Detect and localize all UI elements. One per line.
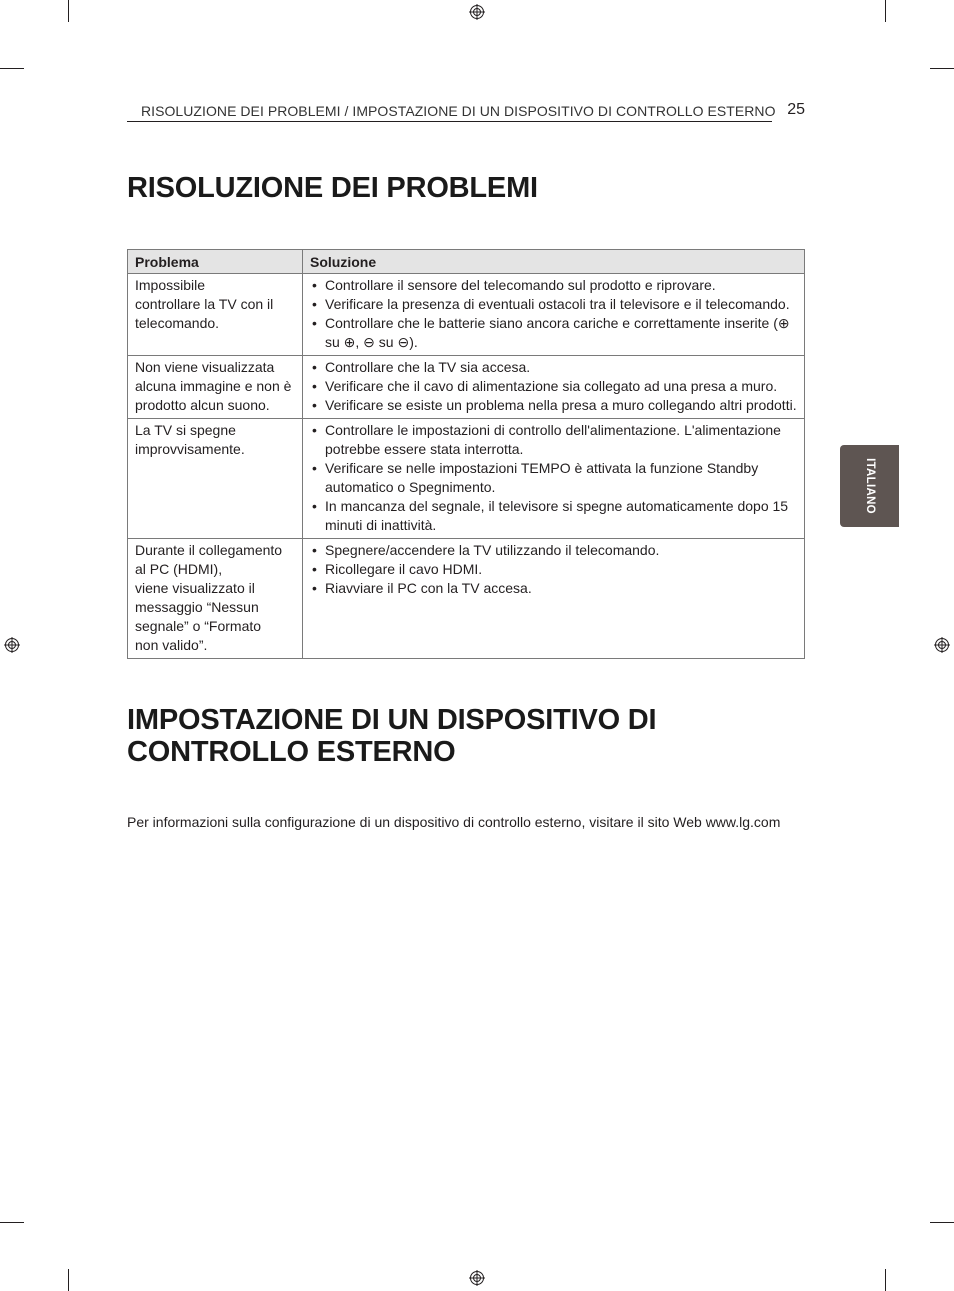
solution-item: • In mancanza del segnale, il televisore si spegne automaticamente dopo 15 minuti di inattività. [310,497,798,535]
problem-text: La TV si spegne improvvisamente. [135,422,245,457]
section-title-troubleshooting: RISOLUZIONE DEI PROBLEMI [127,172,538,204]
registration-mark-icon [934,637,950,653]
solution-cell [303,274,805,356]
problem-cell [128,419,303,539]
external-control-info-text: Per informazioni sulla configurazione di un dispositivo di controllo esterno, visitare il sito Web www.lg.com [127,814,781,830]
solution-item: • Spegnere/accendere la TV utilizzando il telecomando. [310,541,798,560]
section-title-line: CONTROLLO ESTERNO [127,736,456,768]
problem-cell [128,539,303,659]
running-header [127,101,805,123]
column-header-solution: Soluzione [303,250,805,274]
column-header-problem: Problema [128,250,303,274]
crop-mark [0,68,24,69]
header-rule [127,121,772,122]
solution-item: • Controllare il sensore del telecomando sul prodotto e riprovare. [310,276,798,295]
table-header-row [128,250,805,274]
solution-item: • Verificare che il cavo di alimentazione sia collegato ad una presa a muro. [310,377,798,396]
solution-item: • Controllare che le batterie siano ancora cariche e correttamente inserite (⊕ su ⊕, ⊖ su ⊖). [310,314,798,352]
running-title: RISOLUZIONE DEI PROBLEMI / IMPOSTAZIONE DI UN DISPOSITIVO DI CONTROLLO ESTERNO [141,103,776,119]
solution-list [310,421,798,535]
table-row [128,274,805,356]
language-side-tab [840,445,899,527]
solution-list [310,541,798,598]
crop-mark [930,1222,954,1223]
solution-list [310,276,798,352]
solution-item: • Ricollegare il cavo HDMI. [310,560,798,579]
solution-item: • Riavviare il PC con la TV accesa. [310,579,798,598]
crop-mark [68,1269,69,1291]
problem-text: Durante il collegamento al PC (HDMI), viene visualizzato il messaggio “Nessun segnale” o “Formato non valido”. [135,542,283,653]
section-title-external-control [127,704,656,768]
problem-text: Non viene visualizzata alcuna immagine e non è prodotto alcun suono. [135,359,292,413]
crop-mark [0,1222,24,1223]
solution-item: • Verificare se nelle impostazioni TEMPO è attivata la funzione Standby automatico o Spegnimento. [310,459,798,497]
solution-cell [303,419,805,539]
table-row [128,356,805,419]
problem-text: Impossibile controllare la TV con il telecomando. [135,277,274,331]
problem-cell [128,356,303,419]
solution-cell [303,356,805,419]
registration-mark-icon [469,1270,485,1286]
registration-mark-icon [4,637,20,653]
problem-cell [128,274,303,356]
table-row [128,539,805,659]
solution-cell [303,539,805,659]
crop-mark [68,0,69,22]
crop-mark [930,68,954,69]
crop-mark [885,0,886,22]
section-title-line: IMPOSTAZIONE DI UN DISPOSITIVO DI [127,704,657,736]
page-number: 25 [787,101,805,118]
solution-list [310,358,798,415]
table-row [128,419,805,539]
solution-item: • Verificare la presenza di eventuali ostacoli tra il televisore e il telecomando. [310,295,798,314]
language-tab-label: ITALIANO [863,458,876,514]
troubleshooting-table [127,249,805,659]
registration-mark-icon [469,4,485,20]
solution-item: • Controllare le impostazioni di controllo dell'alimentazione. L'alimentazione potrebbe essere stata interrotta. [310,421,798,459]
crop-mark [885,1269,886,1291]
solution-item: • Verificare se esiste un problema nella presa a muro collegando altri prodotti. [310,396,798,415]
solution-item: • Controllare che la TV sia accesa. [310,358,798,377]
